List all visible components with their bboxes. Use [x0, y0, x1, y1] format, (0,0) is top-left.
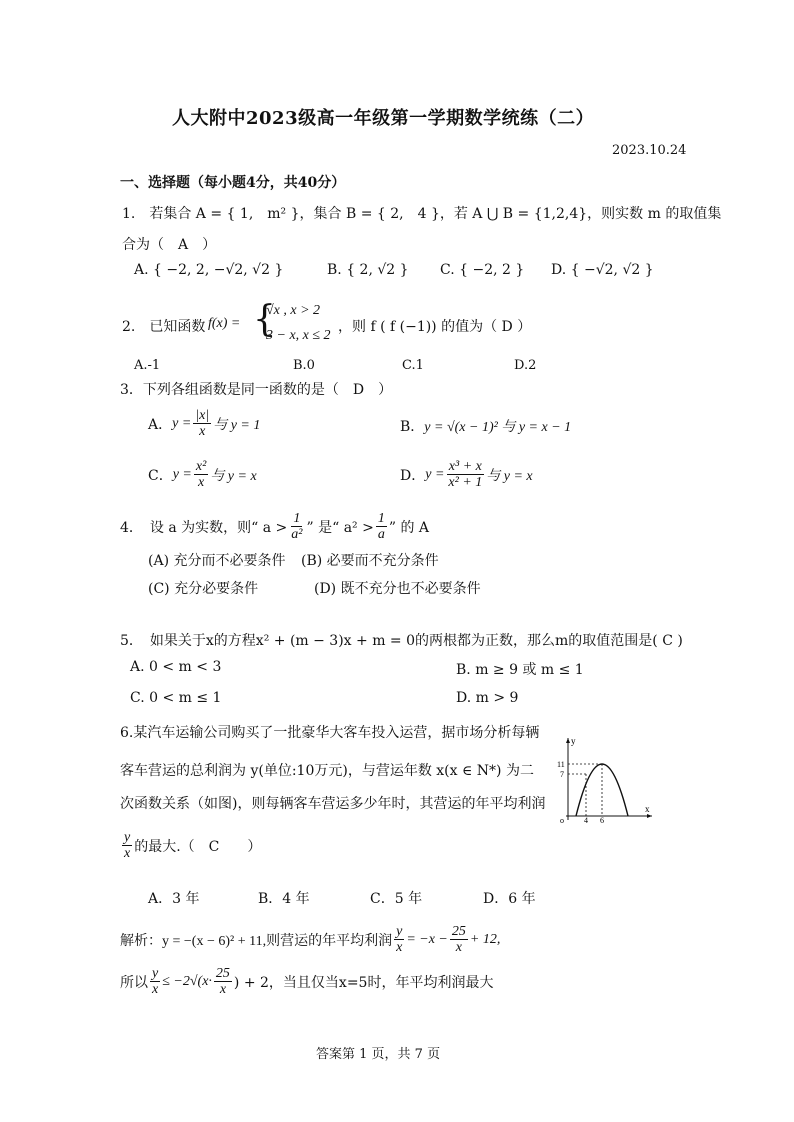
graph-y-label: y — [571, 736, 576, 746]
q4-option-c: (C) 充分必要条件 — [148, 581, 259, 597]
solution-line2-a: 所以 — [120, 974, 148, 991]
q4-option-a: (A) 充分而不必要条件 — [148, 553, 286, 569]
solution-line2-fraction-1-denominator: x — [152, 982, 159, 998]
q3-option-d-denominator: x² + 1 — [448, 475, 483, 491]
q6-option-b: B．4 年 — [258, 891, 310, 907]
q6-line4-text: 的最大.（ C ） — [134, 838, 262, 855]
q4-fraction-1 — [289, 511, 304, 543]
solution-line2-fraction-2-numerator: 25 — [215, 966, 230, 981]
solution-line2-fraction-1-numerator: y — [152, 966, 159, 981]
q2-post: ，则 f ( f (−1)) 的值为（ D ） — [338, 319, 532, 335]
solution-line1-fraction-1-numerator: y — [396, 924, 403, 939]
q3-option-b — [400, 416, 571, 436]
q4-option-d: (D) 既不充分也不必要条件 — [314, 581, 481, 597]
graph-x-arrow — [647, 814, 652, 818]
q3-option-c-fraction — [194, 459, 208, 491]
q3-option-a — [148, 408, 260, 440]
q5-option-d: D. m > 9 — [456, 690, 519, 706]
solution-line2-c: ) + 2，当且仅当x=5时，年平均利润最大 — [233, 974, 494, 991]
q2-case1: √x , x > 2 — [266, 303, 321, 318]
solution-line2-fraction-2-denominator: x — [219, 982, 227, 998]
graph-y-arrow — [566, 738, 570, 743]
q3-option-a-y: y = — [172, 415, 192, 431]
q1-option-a: A. { −2, 2, −√2, √2 } — [134, 262, 284, 278]
q3-option-d — [400, 459, 533, 491]
graph-tick-11: 11 — [557, 760, 565, 769]
q4-fraction-2 — [376, 511, 387, 543]
q5-option-a: A. 0 < m < 3 — [130, 659, 222, 675]
q6-line3: 次函数关系（如图)，则每辆客车营运多少年时，其营运的年平均利润 — [120, 796, 546, 812]
q3-option-d-numerator: x³ + x — [448, 459, 482, 474]
q4-stem-pre: 4． 设 a 为实数，则“ a > — [120, 519, 288, 536]
q5-option-b: B. m ≥ 9 或 m ≤ 1 — [456, 662, 584, 678]
solution-line2-b: ≤ −2√(x· — [162, 973, 212, 989]
q3-option-a-label: A． — [148, 416, 173, 433]
graph-tick-7: 7 — [560, 770, 564, 779]
q4-fraction-2-numerator: 1 — [377, 511, 385, 526]
q3-option-b-label: B． — [400, 419, 425, 435]
q4-fraction-1-numerator: 1 — [293, 511, 301, 526]
q3-option-c-denominator: x — [197, 475, 205, 491]
solution-line1-fraction-2 — [450, 924, 468, 956]
q6-line2: 客车营运的总利润为 y(单位:10万元)，与营运年数 x(x ∈ N*) 为二 — [120, 763, 534, 779]
q4-fraction-1-denominator: a² — [291, 527, 303, 543]
q1-stem-line1: 1. 若集合 A = { 1, m² }，集合 B = { 2, 4 }，若 A ⋃ B = {1,2,4}，则实数 m 的取值集 — [122, 206, 722, 222]
solution-line1-fraction-1-denominator: x — [396, 940, 403, 956]
q6-option-a: A．3 年 — [148, 891, 200, 907]
q1-option-d: D. { −√2, √2 } — [551, 262, 654, 278]
q3-option-c-y: y = — [172, 466, 192, 482]
q4-stem — [120, 511, 429, 543]
q3-option-a-denominator: x — [199, 424, 206, 440]
q6-line4 — [120, 830, 261, 862]
q2-case2: 3 − x, x ≤ 2 — [266, 328, 331, 343]
q6-fraction-denominator: x — [124, 846, 131, 862]
solution-line2-fraction-1 — [150, 966, 160, 998]
graph-x-label: x — [645, 804, 650, 814]
q4-stem-post: ” 的 A — [388, 519, 430, 536]
q3-option-a-fraction — [193, 408, 211, 440]
q5-stem: 5． 如果关于x的方程x² + (m − 3)x + m = 0的两根都为正数，那么m的取值范围是( C ) — [120, 633, 683, 649]
q3-option-c-label: C． — [148, 467, 173, 484]
solution-line1-b: = −x − — [406, 931, 448, 947]
q3-option-d-tail: 与 y = x — [486, 468, 533, 484]
graph-origin-label: o — [560, 816, 564, 824]
q2-fx: f(x) = — [208, 316, 241, 331]
solution-line1-fraction-2-denominator: x — [455, 940, 462, 956]
q6-option-d: D．6 年 — [483, 891, 536, 907]
q2-option-d: D.2 — [514, 358, 537, 373]
q3-option-c — [148, 459, 257, 491]
section-heading: 一、选择题（每小题4分，共40分） — [120, 175, 346, 191]
q3-stem: 3．下列各组函数是同一函数的是（ D ） — [120, 382, 393, 398]
q6-option-c: C．5 年 — [370, 891, 423, 907]
q6-fraction — [122, 830, 132, 862]
q6-parabola-graph — [552, 732, 656, 824]
solution-line1-c: + 12, — [469, 931, 501, 947]
q2-option-b: B.0 — [293, 358, 315, 373]
graph-tick-4: 4 — [584, 816, 588, 824]
q3-option-a-tail: 与 y = 1 — [213, 417, 261, 433]
q5-option-c: C. 0 < m ≤ 1 — [130, 690, 222, 706]
q3-option-a-numerator: |x| — [195, 408, 210, 423]
solution-line2 — [120, 966, 493, 998]
q3-option-d-label: D． — [400, 467, 426, 484]
solution-line1-fraction-2-numerator: 25 — [451, 924, 466, 939]
q1-option-b: B. { 2, √2 } — [327, 262, 409, 278]
q2-pre: 2. 已知函数 — [122, 319, 206, 335]
solution-line1-fraction-1 — [394, 924, 404, 956]
q4-option-b: (B) 必要而不充分条件 — [301, 553, 439, 569]
solution-line1-a: 解析：y = −(x − 6)² + 11,则营运的年平均利润 — [120, 933, 393, 949]
q4-stem-mid: ” 是“ a² > — [306, 519, 374, 536]
q3-option-b-expr: y = √(x − 1)² 与 y = x − 1 — [424, 420, 572, 435]
page-title: 人大附中2023级高一年级第一学期数学统练（二） — [172, 108, 595, 129]
graph-tick-6: 6 — [600, 816, 604, 824]
q6-fraction-numerator: y — [124, 830, 131, 845]
solution-line1 — [120, 924, 500, 956]
q3-option-c-tail: 与 y = x — [210, 468, 257, 484]
solution-line2-fraction-2 — [214, 966, 232, 998]
q3-option-c-numerator: x² — [195, 459, 207, 474]
page-footer: 答案第 1 页，共 7 页 — [316, 1047, 441, 1062]
q2-brace: { — [253, 299, 276, 340]
q3-option-d-y: y = — [425, 466, 445, 482]
q1-stem-line2: 合为（ A ） — [122, 237, 217, 253]
date: 2023.10.24 — [612, 143, 687, 158]
q2-option-c: C.1 — [402, 358, 424, 373]
q2-option-a: A.-1 — [134, 358, 161, 373]
q3-option-d-fraction — [446, 459, 484, 491]
q4-fraction-2-denominator: a — [377, 527, 385, 543]
q1-option-c: C. { −2, 2 } — [440, 262, 525, 278]
q6-line1: 6.某汽车运输公司购买了一批豪华大客车投入运营，据市场分析每辆 — [120, 725, 540, 741]
